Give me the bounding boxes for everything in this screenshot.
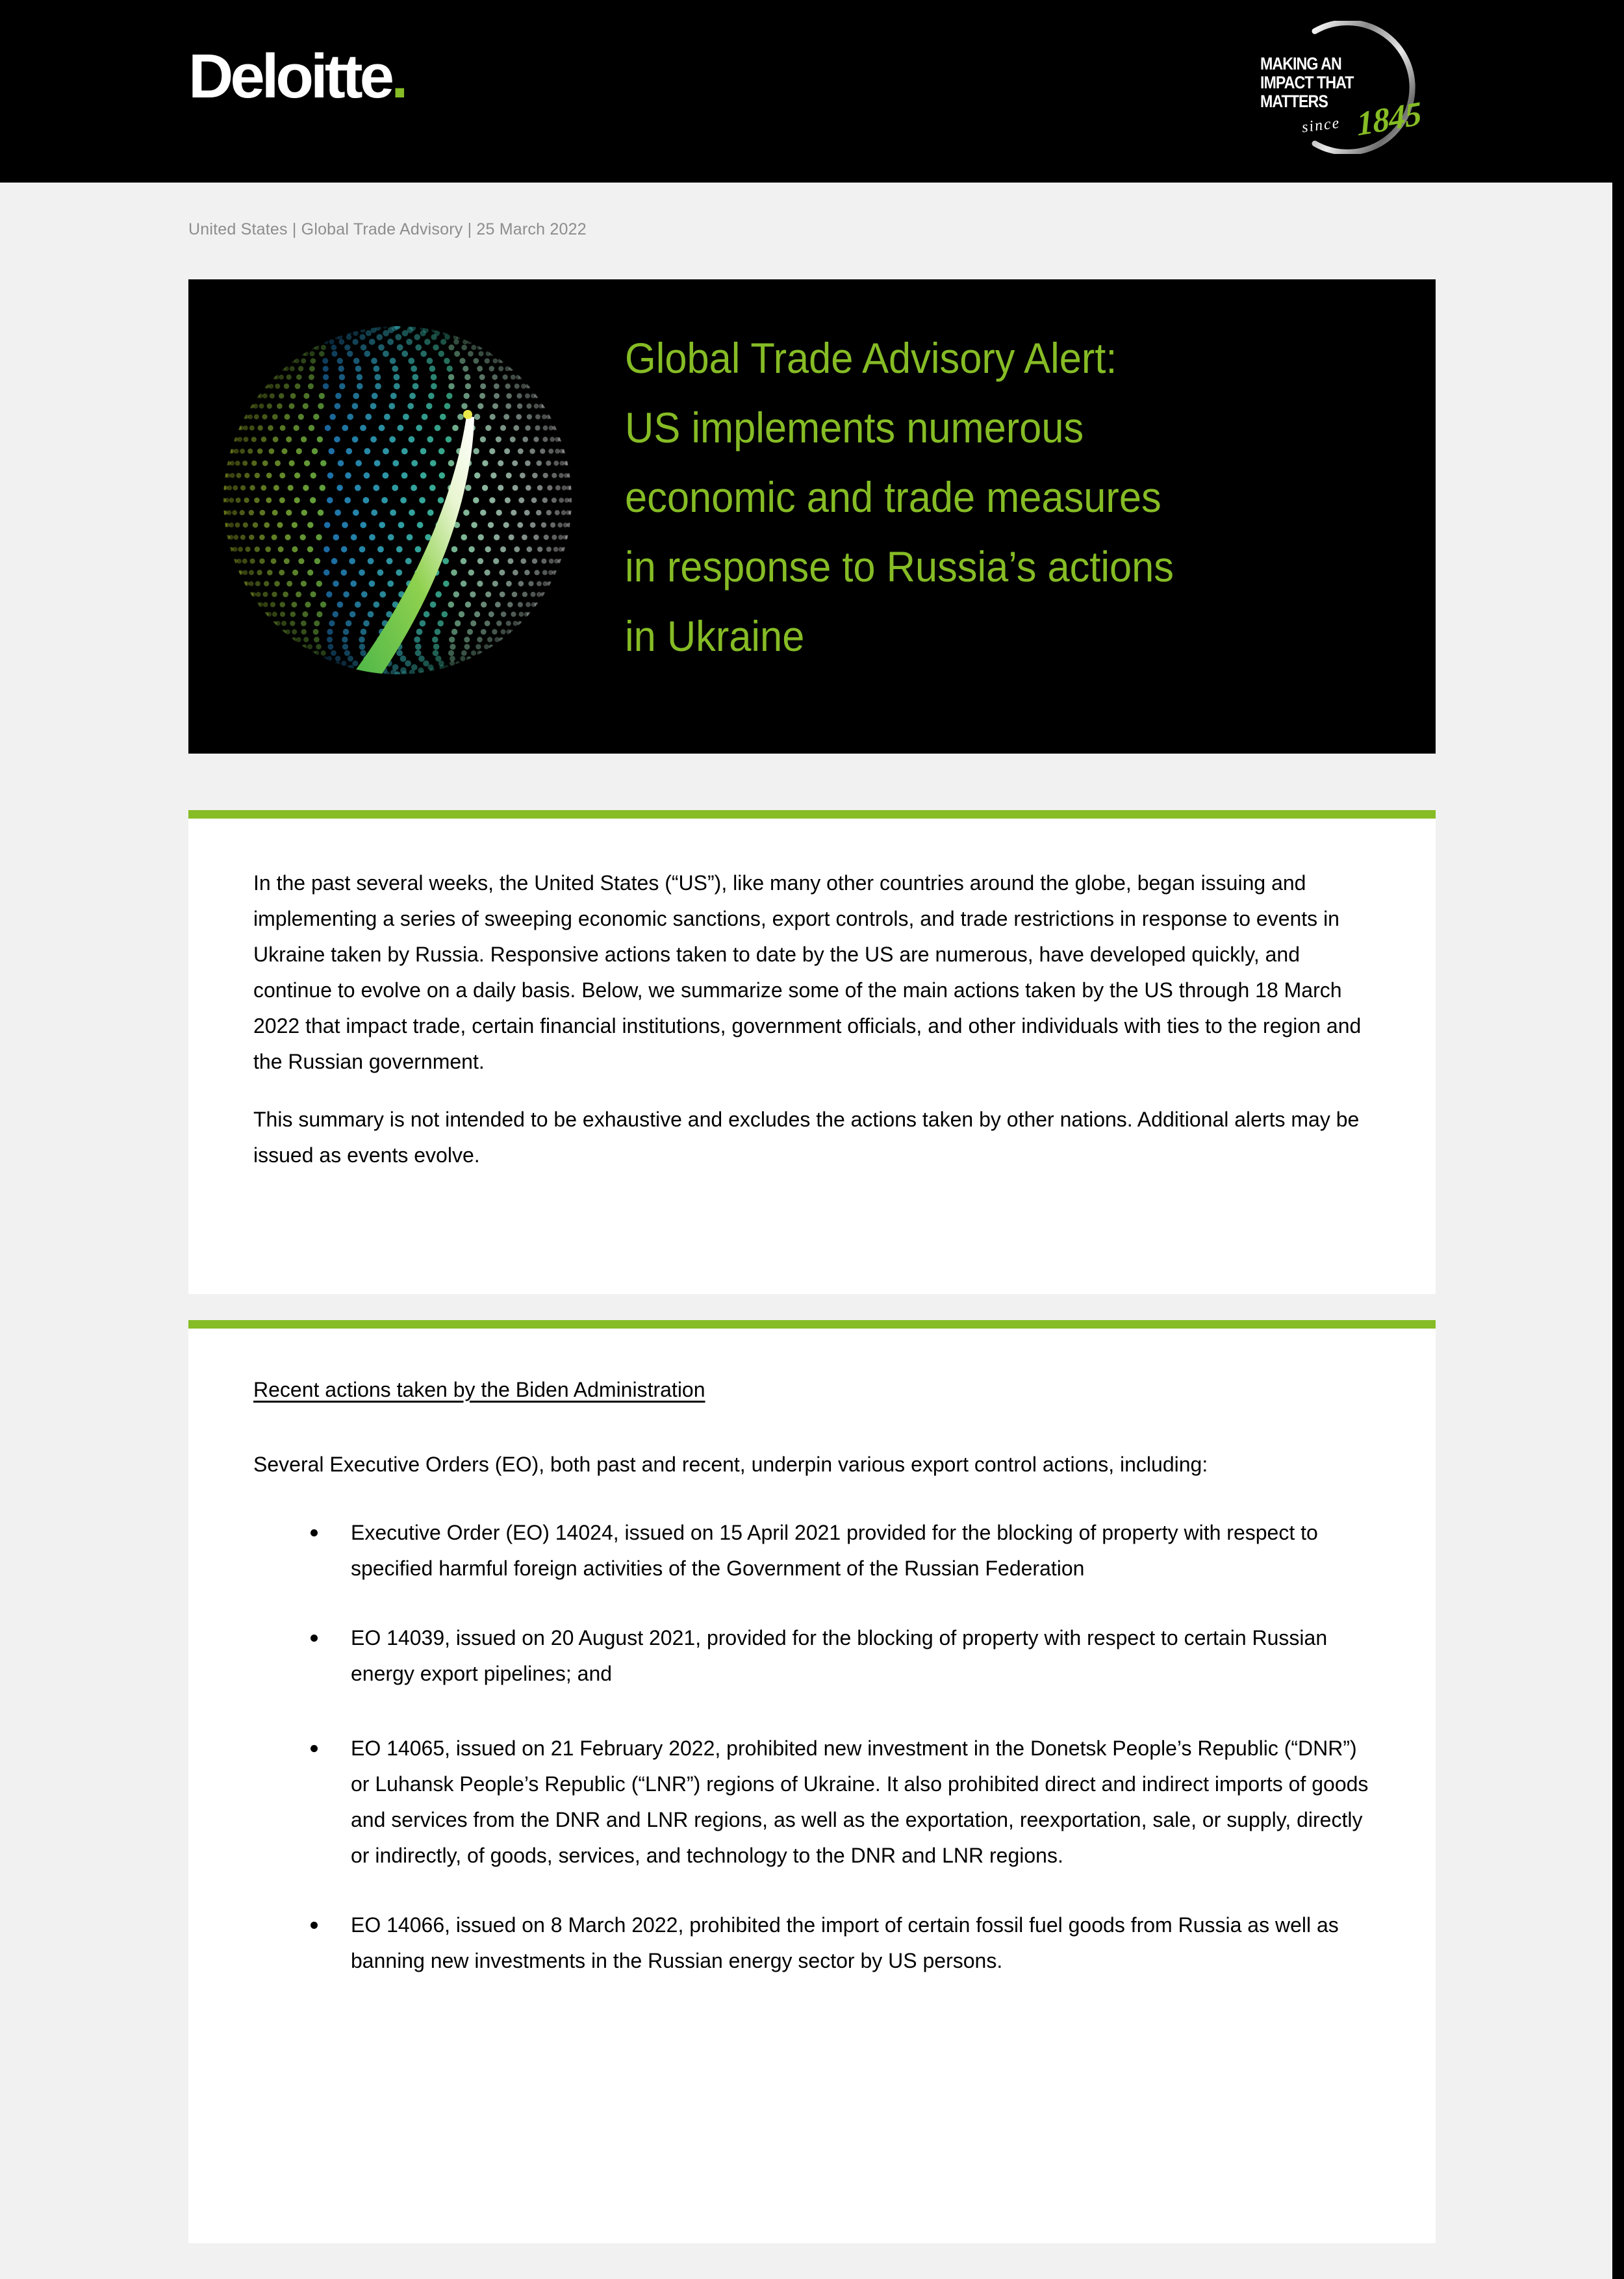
list-item-text: Executive Order (EO) 14024, issued on 15 April 2021 provided for the blocking of property with respect to specified harmful foreign activities of the Government of the Russian Federation [351, 1521, 1318, 1580]
intro-card-body [188, 819, 1436, 1199]
badge-since-label: since [1300, 114, 1341, 136]
list-item [253, 1515, 1371, 1586]
hero-title-line-3: economic and trade measures [625, 473, 1161, 521]
masthead [0, 0, 1624, 183]
badge-tagline-line-1: MAKING AN [1260, 54, 1341, 73]
hero-banner [188, 279, 1436, 754]
list-item-text: EO 14039, issued on 20 August 2021, provided for the blocking of property with respect to certain Russian energy export pipelines; and [351, 1626, 1328, 1685]
executive-orders-list [253, 1515, 1371, 1979]
badge-tagline-line-2: IMPACT THAT [1260, 73, 1354, 92]
list-item-text: EO 14066, issued on 8 March 2022, prohibited the import of certain fossil fuel goods from Russia as well as banning new investments in the Russian energy sector by US persons. [351, 1913, 1339, 1972]
hero-title-line-1: Global Trade Advisory Alert: [625, 334, 1117, 382]
list-item-text: EO 14065, issued on 21 February 2022, prohibited new investment in the Donetsk People’s Republic (“DNR”) or Luhansk People’s Republic (“LNR”) regions of Ukraine. It also prohibited direct and indirect imports of goods and services from the DNR and LNR regions, as well as the exportation, reexportation, sale, or supply, directly or indirectly, of goods, services, and technology to the DNR and LNR regions. [351, 1737, 1369, 1867]
list-item [253, 1907, 1371, 1979]
hero-title [625, 324, 1350, 671]
hero-title-line-4: in response to Russia’s actions [625, 542, 1174, 591]
actions-intro-paragraph: Several Executive Orders (EO), both past and recent, underpin various export control actions, including: [253, 1453, 1208, 1476]
badge-tagline-line-3: MATTERS [1260, 92, 1328, 111]
dotted-globe-icon [216, 318, 579, 682]
hero-title-line-2: US implements numerous [625, 403, 1084, 452]
list-item [253, 1620, 1371, 1692]
hero-title-line-5: in Ukraine [625, 612, 805, 660]
green-divider-2 [188, 1320, 1436, 1329]
byline: United States | Global Trade Advisory | 25 March 2022 [188, 220, 587, 238]
deloitte-wordmark: Deloitte [188, 42, 392, 111]
bullet-dot-icon [311, 1635, 318, 1642]
intro-card [188, 819, 1436, 1294]
bullet-dot-icon [311, 1529, 318, 1536]
intro-paragraph-1: In the past several weeks, the United States (“US”), like many other countries around the globe, began issuing and implementing a series of sweeping economic sanctions, export controls, and trade restrictions in response to events in Ukraine taken by Russia. Responsive actions taken to date by the US are numerous, have developed quickly, and continue to evolve on a daily basis. Below, we summarize some of the main actions taken by the US through 18 March 2022 that impact trade, certain financial institutions, government officials, and other individuals with ties to the region and the Russian government. [253, 871, 1362, 1073]
section-heading: Recent actions taken by the Biden Administration [253, 1378, 705, 1401]
list-item [253, 1731, 1371, 1874]
badge-tagline [1260, 55, 1380, 111]
actions-card-body [188, 1329, 1436, 2039]
green-divider-1 [188, 810, 1436, 819]
intro-paragraph-2: This summary is not intended to be exhaustive and excludes the actions taken by other nations. Additional alerts may be issued as events evolve. [253, 1108, 1360, 1167]
actions-card [188, 1329, 1436, 2243]
bullet-dot-icon [311, 1745, 318, 1752]
bullet-dot-icon [311, 1922, 318, 1929]
impact-badge [1260, 21, 1436, 154]
page-right-gutter [1612, 0, 1624, 2279]
deloitte-logo [188, 42, 405, 111]
masthead-inner [188, 0, 1436, 183]
deloitte-green-dot-icon: . [391, 42, 405, 111]
badge-year-label: 1845 [1355, 95, 1423, 144]
